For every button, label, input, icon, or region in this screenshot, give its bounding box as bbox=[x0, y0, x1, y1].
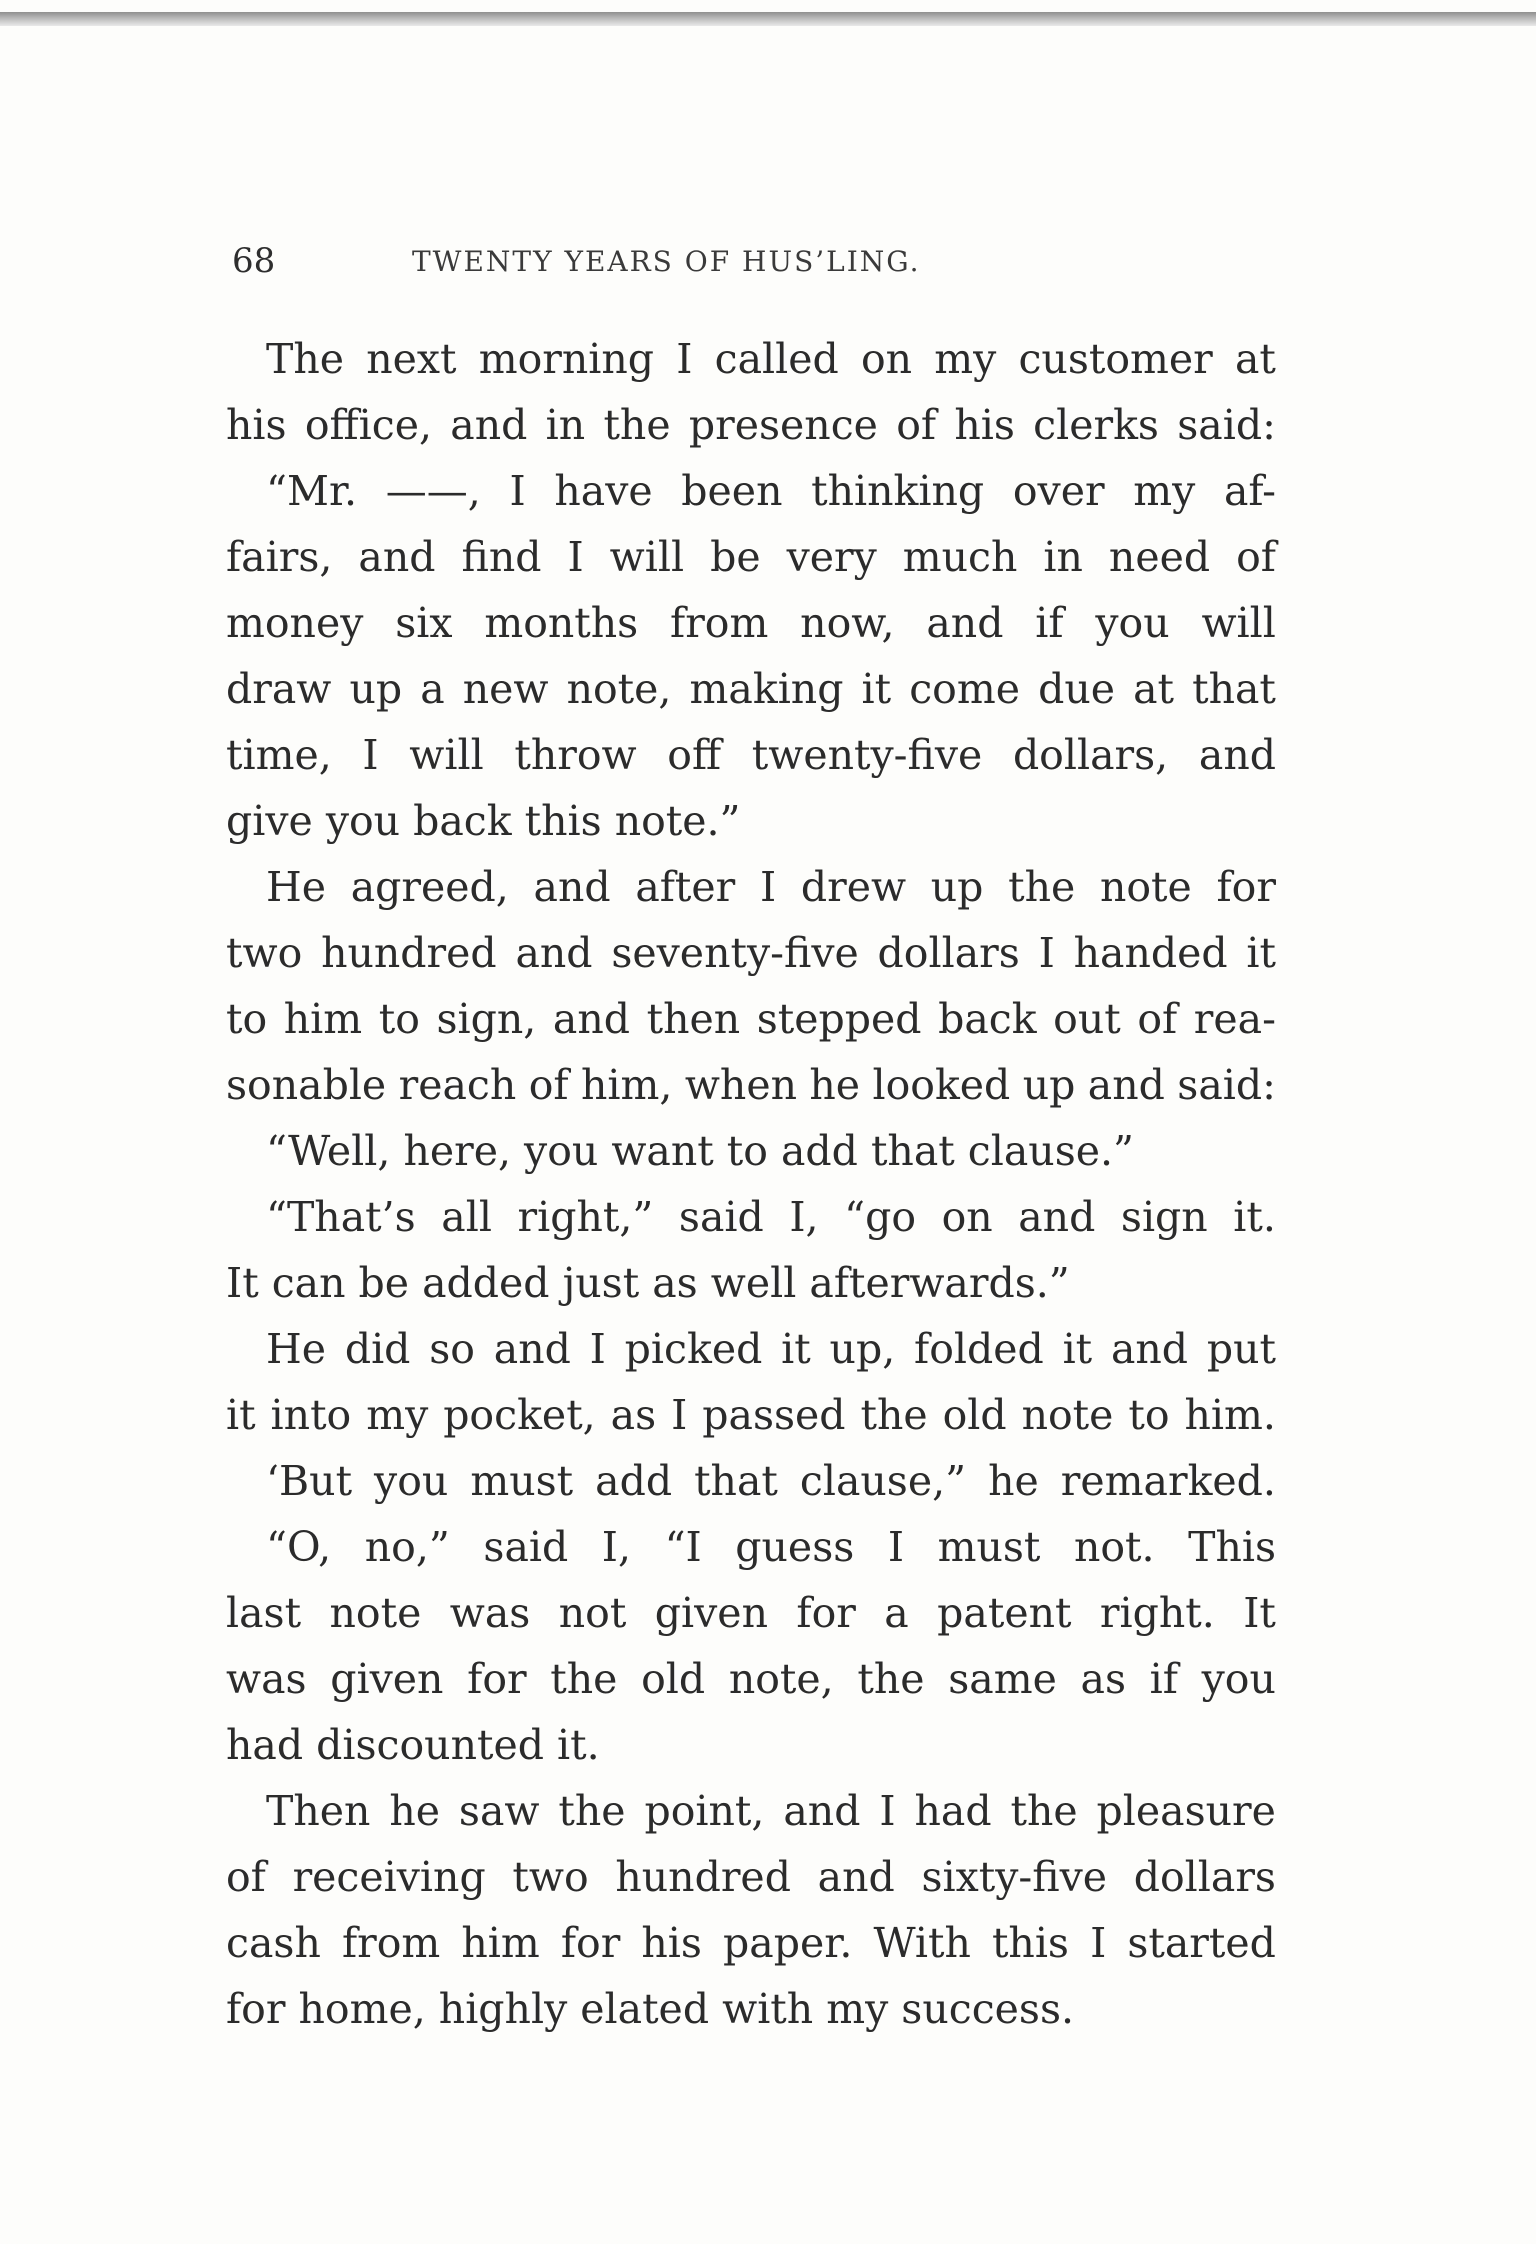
word: The bbox=[266, 335, 345, 383]
word: paper. bbox=[723, 1919, 853, 1967]
word: With bbox=[873, 1919, 971, 1967]
word: given bbox=[654, 1589, 768, 1637]
word: clause,” bbox=[799, 1457, 967, 1505]
word: receiving bbox=[292, 1853, 486, 1901]
word: and bbox=[552, 995, 631, 1043]
word: after bbox=[635, 863, 736, 911]
text-line bbox=[226, 1052, 1276, 1118]
word: up bbox=[349, 665, 403, 713]
text-line bbox=[226, 1778, 1276, 1844]
word: if bbox=[1035, 599, 1064, 647]
word: him, bbox=[580, 1061, 673, 1109]
word: the bbox=[857, 1655, 925, 1703]
word: was bbox=[226, 1655, 307, 1703]
word: note, bbox=[566, 665, 672, 713]
word: note bbox=[329, 1589, 422, 1637]
word: him bbox=[461, 1919, 540, 1967]
word: and bbox=[1110, 1325, 1189, 1373]
word: the bbox=[558, 1787, 626, 1835]
word: throw bbox=[514, 731, 637, 779]
word: fairs, bbox=[226, 533, 333, 581]
word: folded bbox=[914, 1325, 1044, 1373]
word: to bbox=[378, 995, 420, 1043]
word: and bbox=[450, 401, 528, 449]
page-number: 68 bbox=[232, 241, 276, 281]
word: it bbox=[1246, 929, 1276, 977]
word: add bbox=[595, 1457, 673, 1505]
word: then bbox=[646, 995, 741, 1043]
word: you bbox=[1201, 1655, 1276, 1703]
word: if bbox=[1149, 1655, 1178, 1703]
word: clerks bbox=[1033, 401, 1159, 449]
word: his bbox=[226, 401, 287, 449]
text-line bbox=[226, 1184, 1276, 1250]
word: that bbox=[694, 1457, 778, 1505]
word: right. bbox=[1099, 1589, 1215, 1637]
text-line bbox=[226, 1580, 1276, 1646]
word: so bbox=[429, 1325, 475, 1373]
word: remarked. bbox=[1060, 1457, 1276, 1505]
text-line bbox=[226, 1316, 1276, 1382]
word: now, bbox=[800, 599, 895, 647]
word: given bbox=[330, 1655, 444, 1703]
word: point, bbox=[644, 1787, 765, 1835]
word: of bbox=[226, 1853, 266, 1901]
word: in bbox=[545, 401, 586, 449]
word: hundred bbox=[615, 1853, 791, 1901]
word: was bbox=[449, 1589, 531, 1637]
word: a bbox=[884, 1589, 909, 1637]
word: draw bbox=[226, 665, 332, 713]
text-line bbox=[226, 656, 1276, 722]
word: office, bbox=[304, 401, 433, 449]
word: and bbox=[515, 929, 593, 977]
word: “I bbox=[664, 1523, 702, 1571]
word: same bbox=[948, 1655, 1057, 1703]
word: started bbox=[1127, 1919, 1276, 1967]
word: for bbox=[560, 1919, 621, 1967]
word: agreed, bbox=[350, 863, 509, 911]
text-line bbox=[226, 920, 1276, 986]
word: pocket, bbox=[443, 1391, 596, 1439]
word: up, bbox=[829, 1325, 896, 1373]
word: my bbox=[1133, 467, 1196, 515]
word: of bbox=[1236, 533, 1276, 581]
word: and bbox=[1198, 731, 1276, 779]
text-line bbox=[226, 986, 1276, 1052]
word: the bbox=[1010, 1787, 1078, 1835]
page-header bbox=[232, 240, 1262, 282]
word: he bbox=[988, 1457, 1039, 1505]
word: be bbox=[710, 533, 761, 581]
text-line bbox=[226, 326, 1276, 392]
word: must bbox=[470, 1457, 574, 1505]
text-line: for home, highly elated with my success. bbox=[226, 1985, 1075, 2033]
body-text bbox=[226, 326, 1276, 2042]
word: hundred bbox=[321, 929, 497, 977]
word: sixty-five bbox=[921, 1853, 1108, 1901]
word: it bbox=[1062, 1325, 1093, 1373]
word: morning bbox=[478, 335, 655, 383]
word: note bbox=[1099, 863, 1192, 911]
word: said: bbox=[1177, 1061, 1276, 1109]
word: you bbox=[1095, 599, 1170, 647]
word: it bbox=[226, 1391, 256, 1439]
word: ‘But bbox=[266, 1457, 353, 1505]
word: at bbox=[1234, 335, 1276, 383]
word: from bbox=[341, 1919, 441, 1967]
text-line bbox=[226, 458, 1276, 524]
word: said bbox=[483, 1523, 569, 1571]
word: cash bbox=[226, 1919, 321, 1967]
word: two bbox=[226, 929, 303, 977]
word: “That’s bbox=[266, 1193, 416, 1241]
word: his bbox=[954, 401, 1015, 449]
word: stepped bbox=[756, 995, 922, 1043]
word: last bbox=[226, 1589, 302, 1637]
word: for bbox=[796, 1589, 856, 1637]
word: twenty-five bbox=[751, 731, 983, 779]
word: did bbox=[344, 1325, 411, 1373]
word: will bbox=[1201, 599, 1276, 647]
word: and bbox=[358, 533, 436, 581]
word: this bbox=[991, 1919, 1069, 1967]
text-line: had discounted it. bbox=[226, 1721, 600, 1769]
word: months bbox=[484, 599, 639, 647]
word: old bbox=[942, 1391, 1007, 1439]
text-line bbox=[226, 1646, 1276, 1712]
word: drew bbox=[800, 863, 907, 911]
word: it bbox=[781, 1325, 811, 1373]
word: I bbox=[362, 731, 379, 779]
word: I, bbox=[789, 1193, 819, 1241]
word: at bbox=[1133, 665, 1175, 713]
word: him. bbox=[1184, 1391, 1276, 1439]
word: on bbox=[941, 1193, 993, 1241]
word: af- bbox=[1223, 467, 1276, 515]
word: of bbox=[1137, 995, 1178, 1043]
word: It bbox=[1243, 1589, 1276, 1637]
word: over bbox=[1012, 467, 1105, 515]
word: had bbox=[914, 1787, 992, 1835]
word: when bbox=[684, 1061, 797, 1109]
word: up bbox=[930, 863, 984, 911]
word: new bbox=[462, 665, 549, 713]
word: put bbox=[1206, 1325, 1276, 1373]
word: money bbox=[226, 599, 364, 647]
word: to bbox=[1128, 1391, 1170, 1439]
word: picked bbox=[624, 1325, 763, 1373]
word: sign bbox=[1120, 1193, 1208, 1241]
word: I bbox=[567, 533, 584, 581]
text-line: give you back this note.” bbox=[226, 797, 741, 845]
scan-edge-shadow bbox=[0, 12, 1536, 26]
word: need bbox=[1108, 533, 1211, 581]
word: six bbox=[395, 599, 453, 647]
word: “go bbox=[844, 1193, 917, 1241]
word: very bbox=[786, 533, 877, 581]
text-line bbox=[226, 1910, 1276, 1976]
word: seventy-five bbox=[611, 929, 859, 977]
word: his bbox=[641, 1919, 702, 1967]
word: the bbox=[550, 1655, 618, 1703]
word: guess bbox=[735, 1523, 855, 1571]
word: from bbox=[670, 599, 769, 647]
word: the bbox=[1008, 863, 1076, 911]
word: This bbox=[1188, 1523, 1276, 1571]
word: and bbox=[926, 599, 1004, 647]
word: rea- bbox=[1193, 995, 1276, 1043]
word: dollars bbox=[1133, 1853, 1276, 1901]
word: been bbox=[681, 467, 783, 515]
word: old bbox=[641, 1655, 706, 1703]
word: and bbox=[493, 1325, 571, 1373]
word: the bbox=[603, 401, 671, 449]
word: as bbox=[1080, 1655, 1126, 1703]
word: note, bbox=[728, 1655, 834, 1703]
word: he bbox=[809, 1061, 861, 1109]
word: a bbox=[420, 665, 445, 713]
text-line: “Well, here, you want to add that clause.” bbox=[266, 1127, 1135, 1175]
word: it bbox=[861, 665, 892, 713]
word: not. bbox=[1073, 1523, 1155, 1571]
word: said: bbox=[1177, 401, 1276, 449]
word: for bbox=[467, 1655, 527, 1703]
word: handed bbox=[1073, 929, 1228, 977]
text-line bbox=[226, 1844, 1276, 1910]
word: pleasure bbox=[1096, 1787, 1276, 1835]
word: must bbox=[937, 1523, 1041, 1571]
word: saw bbox=[458, 1787, 540, 1835]
word: making bbox=[689, 665, 844, 713]
word: and bbox=[783, 1787, 861, 1835]
word: due bbox=[1038, 665, 1116, 713]
word: him bbox=[283, 995, 363, 1043]
word: of bbox=[896, 401, 937, 449]
word: time, bbox=[226, 731, 332, 779]
word: looked bbox=[872, 1061, 1011, 1109]
word: find bbox=[461, 533, 542, 581]
word: the bbox=[860, 1391, 928, 1439]
word: said bbox=[678, 1193, 764, 1241]
word: have bbox=[554, 467, 653, 515]
word: passed bbox=[702, 1391, 846, 1439]
word: all bbox=[441, 1193, 492, 1241]
word: and bbox=[1018, 1193, 1096, 1241]
word: patent bbox=[937, 1589, 1072, 1637]
word: and bbox=[533, 863, 611, 911]
running-title: TWENTY YEARS OF HUS’LING. bbox=[412, 245, 921, 278]
word: I bbox=[676, 335, 693, 383]
word: and bbox=[817, 1853, 895, 1901]
word: He bbox=[266, 863, 327, 911]
word: presence bbox=[688, 401, 878, 449]
text-line bbox=[226, 590, 1276, 656]
word: of bbox=[528, 1061, 569, 1109]
word: sign, bbox=[436, 995, 537, 1043]
word: will bbox=[609, 533, 685, 581]
word: for bbox=[1216, 863, 1276, 911]
word: He bbox=[266, 1325, 327, 1373]
word: into bbox=[270, 1391, 352, 1439]
word: my bbox=[366, 1391, 429, 1439]
word: he bbox=[389, 1787, 440, 1835]
word: no,” bbox=[364, 1523, 450, 1571]
word: as bbox=[610, 1391, 657, 1439]
word: and bbox=[1087, 1061, 1165, 1109]
text-line bbox=[226, 392, 1276, 458]
word: sonable bbox=[226, 1061, 387, 1109]
word: that bbox=[1192, 665, 1276, 713]
word: right,” bbox=[517, 1193, 654, 1241]
word: back bbox=[938, 995, 1037, 1043]
word: customer bbox=[1018, 335, 1213, 383]
text-line bbox=[226, 524, 1276, 590]
word: next bbox=[366, 335, 457, 383]
word: dollars bbox=[877, 929, 1020, 977]
word: called bbox=[714, 335, 839, 383]
word: I bbox=[1038, 929, 1055, 977]
word: reach bbox=[398, 1061, 517, 1109]
word: up bbox=[1022, 1061, 1076, 1109]
word: note bbox=[1021, 1391, 1114, 1439]
word: I bbox=[589, 1325, 606, 1373]
word: off bbox=[667, 731, 722, 779]
word: I bbox=[671, 1391, 688, 1439]
word: in bbox=[1043, 533, 1083, 581]
word: I bbox=[509, 467, 526, 515]
word: “O, bbox=[266, 1523, 332, 1571]
word: two bbox=[512, 1853, 589, 1901]
word: to bbox=[226, 995, 268, 1043]
text-line bbox=[226, 854, 1276, 920]
word: my bbox=[934, 335, 997, 383]
text-line: It can be added just as well afterwards.” bbox=[226, 1259, 1070, 1307]
word: ——, bbox=[385, 467, 481, 515]
word: I bbox=[887, 1523, 905, 1571]
word: I, bbox=[601, 1523, 632, 1571]
word: out bbox=[1053, 995, 1121, 1043]
word: dollars, bbox=[1012, 731, 1169, 779]
word: come bbox=[909, 665, 1021, 713]
text-line bbox=[226, 1448, 1276, 1514]
word: on bbox=[860, 335, 913, 383]
word: not bbox=[558, 1589, 627, 1637]
word: much bbox=[902, 533, 1018, 581]
text-line bbox=[226, 1514, 1276, 1580]
text-line bbox=[226, 722, 1276, 788]
word: Then bbox=[266, 1787, 371, 1835]
text-line bbox=[226, 1382, 1276, 1448]
word: I bbox=[879, 1787, 896, 1835]
word: I bbox=[759, 863, 777, 911]
word: you bbox=[374, 1457, 449, 1505]
word: I bbox=[1090, 1919, 1107, 1967]
word: “Mr. bbox=[266, 467, 358, 515]
word: will bbox=[409, 731, 484, 779]
word: it. bbox=[1233, 1193, 1276, 1241]
word: thinking bbox=[811, 467, 985, 515]
